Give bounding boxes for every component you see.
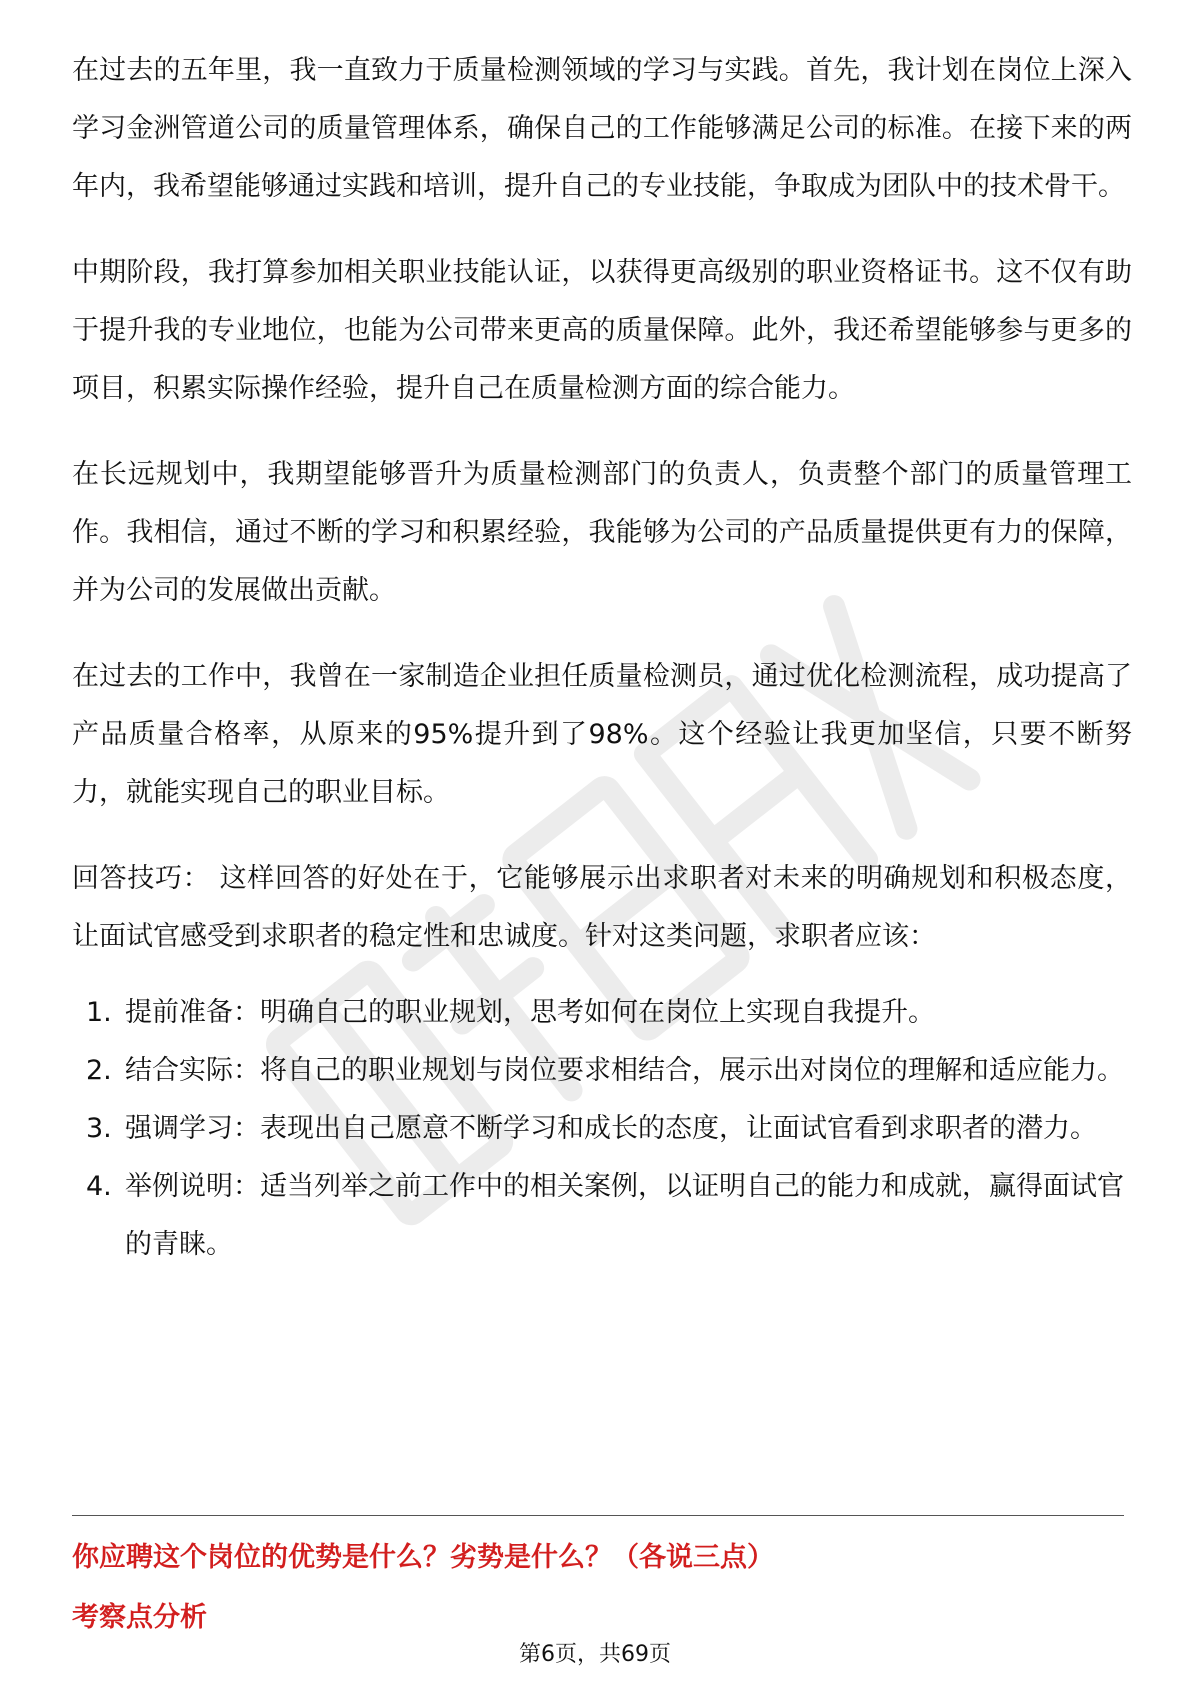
paragraph-near-term-plan: 在过去的五年里，我一直致力于质量检测领域的学习与实践。首先，我计划在岗位上深入学习金洲管道公司的质量管理体系，确保自己的工作能够满足公司的标准。在接下来的两年内，我希望能够通过实践和培训，提升自己的专业技能，争取成为团队中的技术骨干。 [72, 55, 1132, 202]
paragraph-mid-term-plan: 中期阶段，我打算参加相关职业技能认证，以获得更高级别的职业资格证书。这不仅有助于提升我的专业地位，也能为公司带来更高的质量保障。此外，我还希望能够参与更多的项目，积累实际操作经验，提升自己在质量检测方面的综合能力。 [72, 257, 1132, 404]
paragraph-answer-tips: 回答技巧： 这样回答的好处在于，它能够展示出求职者对未来的明确规划和积极态度，让面试官感受到求职者的稳定性和忠诚度。针对这类问题，求职者应该： [72, 863, 1132, 952]
document-body [72, 42, 1132, 1274]
list-text: 举例说明：适当列举之前工作中的相关案例，以证明自己的能力和成就，赢得面试官的青睐。 [125, 1171, 1124, 1260]
analysis-heading: 考察点分析 [72, 1602, 207, 1633]
list-item [72, 1042, 1132, 1100]
tips-list [72, 984, 1132, 1274]
paragraph-long-term-plan: 在长远规划中，我期望能够晋升为质量检测部门的负责人，负责整个部门的质量管理工作。我相信，通过不断的学习和积累经验，我能够为公司的产品质量提供更有力的保障，并为公司的发展做出贡献。 [72, 459, 1132, 606]
list-number: 1. [86, 997, 112, 1028]
list-text: 提前准备：明确自己的职业规划，思考如何在岗位上实现自我提升。 [125, 997, 935, 1028]
next-question-heading: 你应聘这个岗位的优势是什么？劣势是什么？（各说三点） [72, 1542, 774, 1573]
page-footer: 第6页，共69页 [519, 1642, 671, 1667]
list-item [72, 984, 1132, 1042]
list-text: 结合实际：将自己的职业规划与岗位要求相结合，展示出对岗位的理解和适应能力。 [125, 1055, 1124, 1086]
section-divider [72, 1515, 1124, 1516]
list-number: 2. [86, 1055, 112, 1086]
list-text: 强调学习：表现出自己愿意不断学习和成长的态度，让面试官看到求职者的潜力。 [125, 1113, 1097, 1144]
list-number: 4. [86, 1171, 112, 1202]
paragraph-past-experience: 在过去的工作中，我曾在一家制造企业担任质量检测员，通过优化检测流程，成功提高了产品质量合格率，从原来的95%提升到了98%。这个经验让我更加坚信，只要不断努力，就能实现自己的职业目标。 [72, 661, 1132, 808]
list-number: 3. [86, 1113, 112, 1144]
list-item [72, 1100, 1132, 1158]
list-item [72, 1158, 1132, 1274]
